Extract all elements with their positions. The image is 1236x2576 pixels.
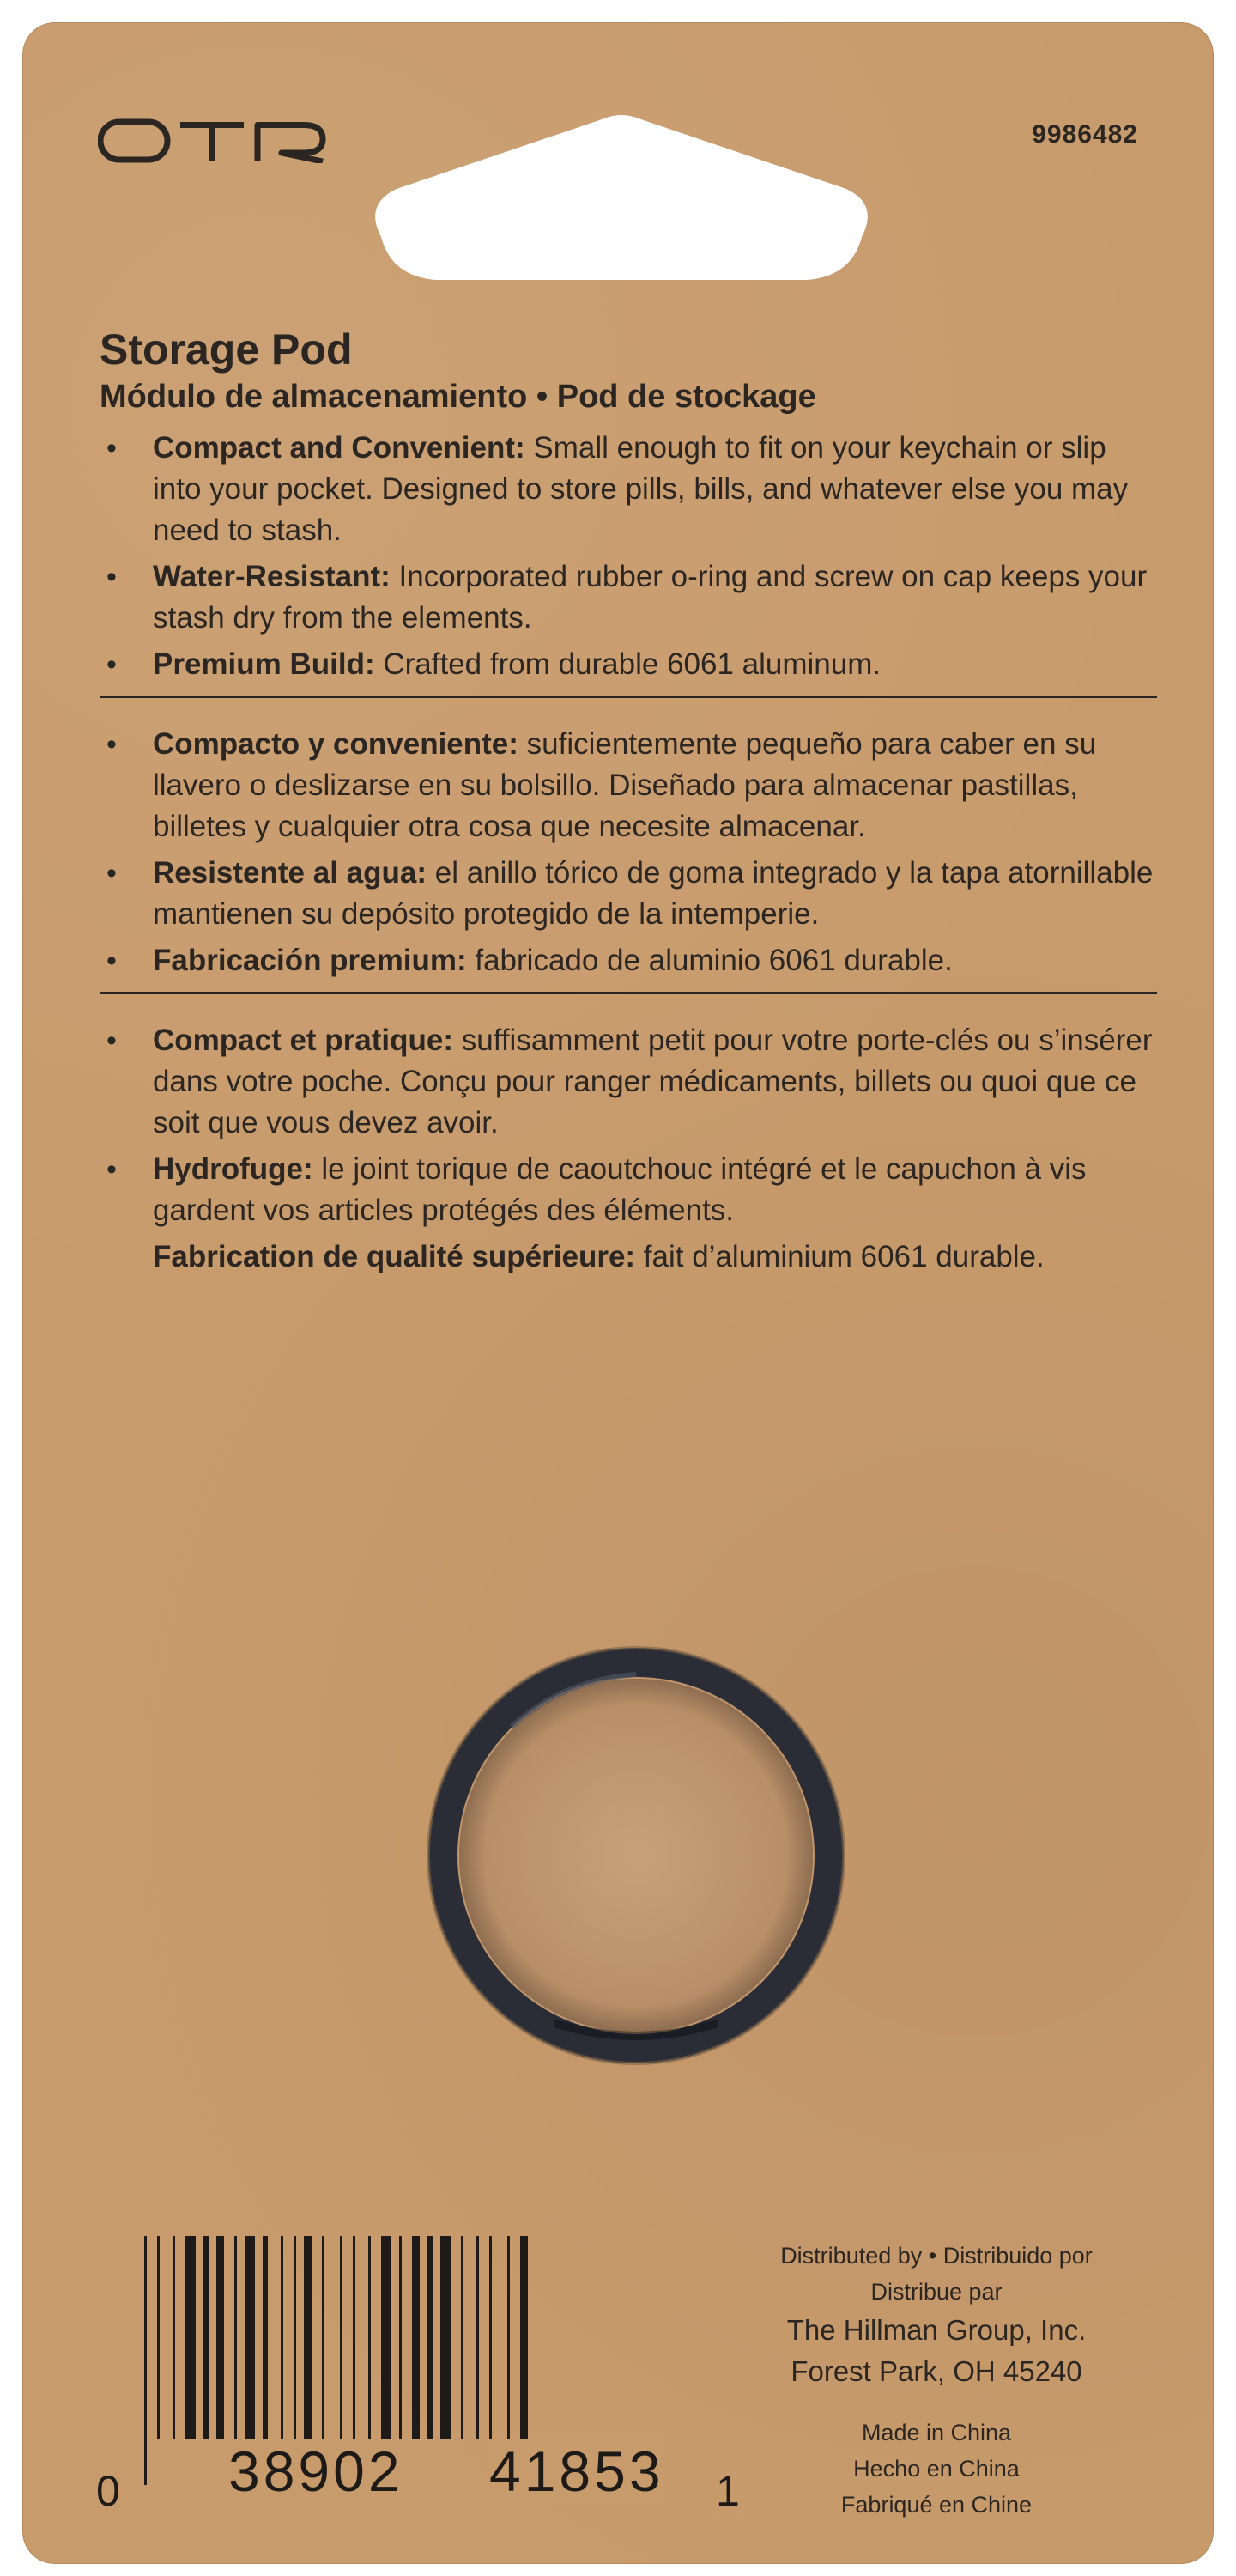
barcode-left-digits: 38902 xyxy=(223,2439,409,2504)
bullet-icon: • xyxy=(106,561,117,593)
french-features xyxy=(100,1020,1155,1278)
bullet-icon: • xyxy=(106,945,117,977)
barcode xyxy=(96,2236,748,2519)
barcode-bar xyxy=(173,2236,175,2439)
barcode-bar xyxy=(440,2236,451,2439)
barcode-bar xyxy=(412,2236,420,2439)
barcode-bar xyxy=(203,2236,209,2439)
barcode-bar xyxy=(461,2236,464,2439)
distributor-info xyxy=(735,2238,1138,2523)
hang-hole xyxy=(347,108,896,294)
list-item: • Compact and Convenient: Small enough to fit on your keychain or slip into your pocket. Designed to store pills, bills, and whatever else you may need to stash. xyxy=(100,428,1155,551)
barcode-right-digits: 41853 xyxy=(484,2439,670,2504)
barcode-bar xyxy=(489,2236,492,2439)
otr-logo-icon xyxy=(98,118,335,163)
company-name: The Hillman Group, Inc. xyxy=(786,2314,1087,2346)
barcode-bar xyxy=(507,2236,510,2439)
barcode-bar xyxy=(304,2236,312,2439)
list-item: • Resistente al agua: el anillo tórico de goma integrado y la tapa atornillable mantienen su depósito protegido de la intemperie. xyxy=(100,853,1155,935)
product-title: Storage Pod xyxy=(100,325,353,374)
product-card xyxy=(22,22,1214,2564)
barcode-bar xyxy=(399,2236,402,2439)
barcode-first-digit: 0 xyxy=(96,2467,120,2515)
sku-number: 9986482 xyxy=(1032,120,1138,149)
barcode-bar xyxy=(245,2236,255,2439)
origin-es: Hecho en China xyxy=(853,2456,1020,2482)
bullet-icon: • xyxy=(106,648,117,681)
barcode-bar xyxy=(381,2236,391,2439)
barcode-bar xyxy=(281,2236,283,2439)
product-description xyxy=(100,323,1155,1283)
list-item: • Compacto y conveniente: suficientemente pequeño para caber en su llavero o deslizarse en su bolsillo. Diseñado para almacenar pastillas, billetes y cualquier otra cosa que necesite almacenar. xyxy=(100,724,1155,848)
list-item: • Fabricación premium: fabricado de aluminio 6061 durable. xyxy=(100,940,1155,981)
barcode-bar xyxy=(294,2236,296,2439)
distribue-par-label: Distribue par xyxy=(870,2279,1003,2305)
divider xyxy=(100,992,1157,994)
barcode-bar xyxy=(144,2236,147,2485)
barcode-bar xyxy=(368,2236,371,2439)
barcode-bar xyxy=(234,2236,237,2439)
barcode-last-digit: 1 xyxy=(716,2467,740,2515)
list-item: Fabrication de qualité supérieure: fait d’aluminium 6061 durable. xyxy=(153,1240,1045,1273)
divider xyxy=(100,696,1157,698)
barcode-bar xyxy=(157,2236,160,2439)
list-item: • Hydrofuge: le joint torique de caoutchouc intégré et le capuchon à vis gardent vos articles protégés des éléments. xyxy=(100,1149,1155,1231)
origin-fr: Fabriqué en Chine xyxy=(840,2492,1033,2518)
barcode-bar xyxy=(476,2236,479,2439)
bullet-icon: • xyxy=(106,728,117,761)
storage-pod-ring-icon xyxy=(426,1645,846,2066)
distributed-by-label: Distributed by • Distribuido por xyxy=(780,2243,1093,2269)
barcode-bar xyxy=(263,2236,268,2439)
barcode-bar xyxy=(353,2236,355,2439)
spanish-features xyxy=(100,724,1155,981)
bullet-icon: • xyxy=(106,1024,117,1057)
product-subtitle: Módulo de almacenamiento • Pod de stockage xyxy=(100,379,816,415)
bullet-icon: • xyxy=(106,432,117,465)
company-address: Forest Park, OH 45240 xyxy=(791,2355,1082,2387)
list-item: • Premium Build: Crafted from durable 6061 aluminum. xyxy=(100,644,1155,685)
barcode-bar xyxy=(216,2236,224,2439)
list-item: • Water-Resistant: Incorporated rubber o-ring and screw on cap keeps your stash dry from the elements. xyxy=(100,556,1155,639)
origin-en: Made in China xyxy=(861,2420,1012,2445)
barcode-bar xyxy=(322,2236,324,2439)
bullet-icon: • xyxy=(106,857,117,890)
english-features xyxy=(100,428,1155,685)
barcode-bar xyxy=(185,2236,196,2439)
list-item: • Compact et pratique: suffisamment petit pour votre porte-clés ou s’insérer dans votre poche. Conçu pour ranger médicaments, billets ou quoi que ce soit que vous devez avoir. xyxy=(100,1020,1155,1144)
bullet-icon: • xyxy=(106,1153,117,1186)
barcode-bar xyxy=(427,2236,433,2439)
